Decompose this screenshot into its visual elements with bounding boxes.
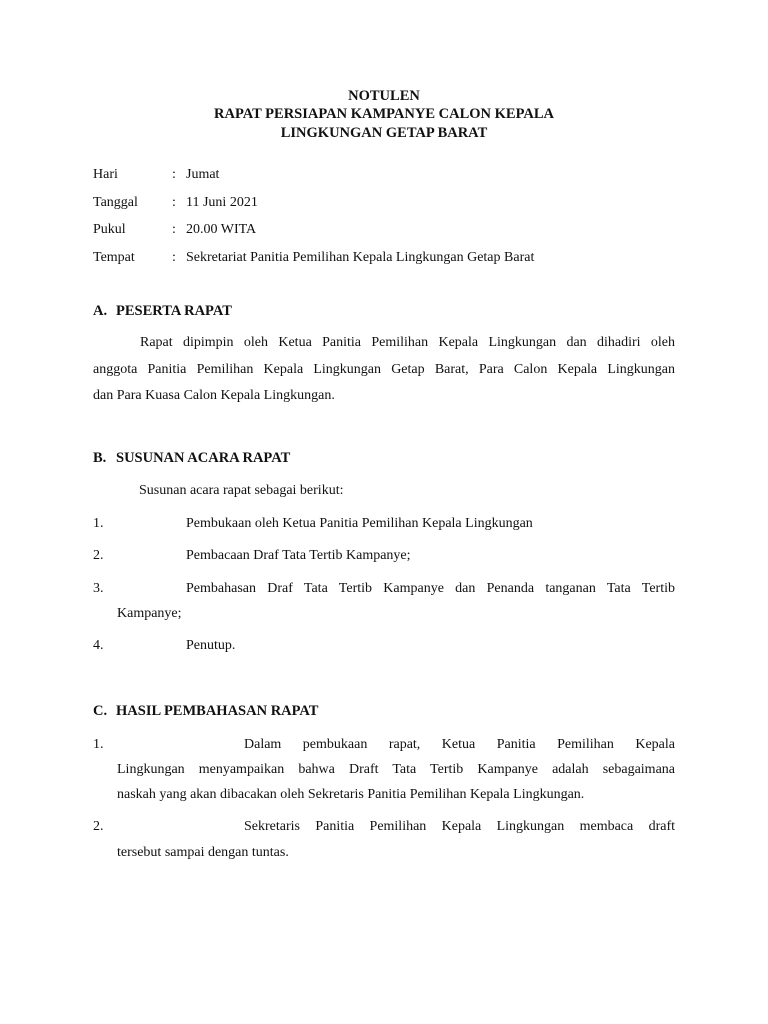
list-text: Lingkungan menyampaikan bahwa Draft Tata Tertib Kampanye adalah sebagaimana [117,762,675,777]
info-label: Tempat [93,250,135,265]
list-text: Pembahasan Draf Tata Tertib Kampanye dan Penanda tanganan Tata Tertib [186,581,675,596]
paragraph-line: dan Para Kuasa Calon Kepala Lingkungan. [93,388,335,403]
section-a-heading [93,300,232,322]
section-a-paragraph [93,330,675,410]
list-text: Penutup. [186,638,236,653]
list-number: 3. [93,581,104,596]
info-row-tanggal [93,192,693,214]
info-colon: : [172,195,176,210]
list-number: 1. [93,737,104,752]
info-colon: : [172,167,176,182]
list-text: Pembacaan Draf Tata Tertib Kampanye; [186,548,411,563]
info-row-hari [93,164,693,186]
section-title: HASIL PEMBAHASAN RAPAT [116,703,319,719]
section-letter: C. [93,703,108,719]
list-text: Dalam pembukaan rapat, Ketua Panitia Pemilihan Kepala [244,737,675,752]
list-number: 4. [93,638,104,653]
list-text: Kampanye; [117,606,182,621]
document-title: NOTULEN [348,88,420,104]
info-value: Sekretariat Panitia Pemilihan Kepala Lingkungan Getap Barat [186,250,535,265]
section-title: PESERTA RAPAT [116,303,232,319]
section-letter: B. [93,450,107,466]
info-label: Pukul [93,222,126,237]
list-text: Sekretaris Panitia Pemilihan Kepala Lingkungan membaca draft [244,819,675,834]
section-letter: A. [93,303,108,319]
info-row-tempat [93,247,693,269]
document-subtitle-line1: RAPAT PERSIAPAN KAMPANYE CALON KEPALA [214,106,554,122]
info-label: Tanggal [93,195,138,210]
list-text: Pembukaan oleh Ketua Panitia Pemilihan Kepala Lingkungan [186,516,533,531]
list-number: 1. [93,516,104,531]
info-label: Hari [93,167,118,182]
paragraph-line: anggota Panitia Pemilihan Kepala Lingkungan Getap Barat, Para Calon Kepala Lingkungan [93,361,675,377]
document-subtitle-line2: LINGKUNGAN GETAP BARAT [280,125,488,141]
info-value: 20.00 WITA [186,222,257,237]
list-text: naskah yang akan dibacakan oleh Sekretaris Panitia Pemilihan Kepala Lingkungan. [117,787,585,802]
section-title: SUSUNAN ACARA RAPAT [116,450,291,466]
section-c-heading [93,700,318,722]
list-text: tersebut sampai dengan tuntas. [117,845,289,860]
info-value: 11 Juni 2021 [186,195,258,210]
section-b-intro: Susunan acara rapat sebagai berikut: [139,483,344,498]
info-row-pukul [93,219,693,241]
info-colon: : [172,222,176,237]
list-number: 2. [93,819,104,834]
paragraph-line: Rapat dipimpin oleh Ketua Panitia Pemilihan Kepala Lingkungan dan dihadiri oleh [140,335,675,350]
section-b-heading [93,447,290,469]
info-colon: : [172,250,176,265]
info-value: Jumat [186,167,220,182]
list-number: 2. [93,548,104,563]
